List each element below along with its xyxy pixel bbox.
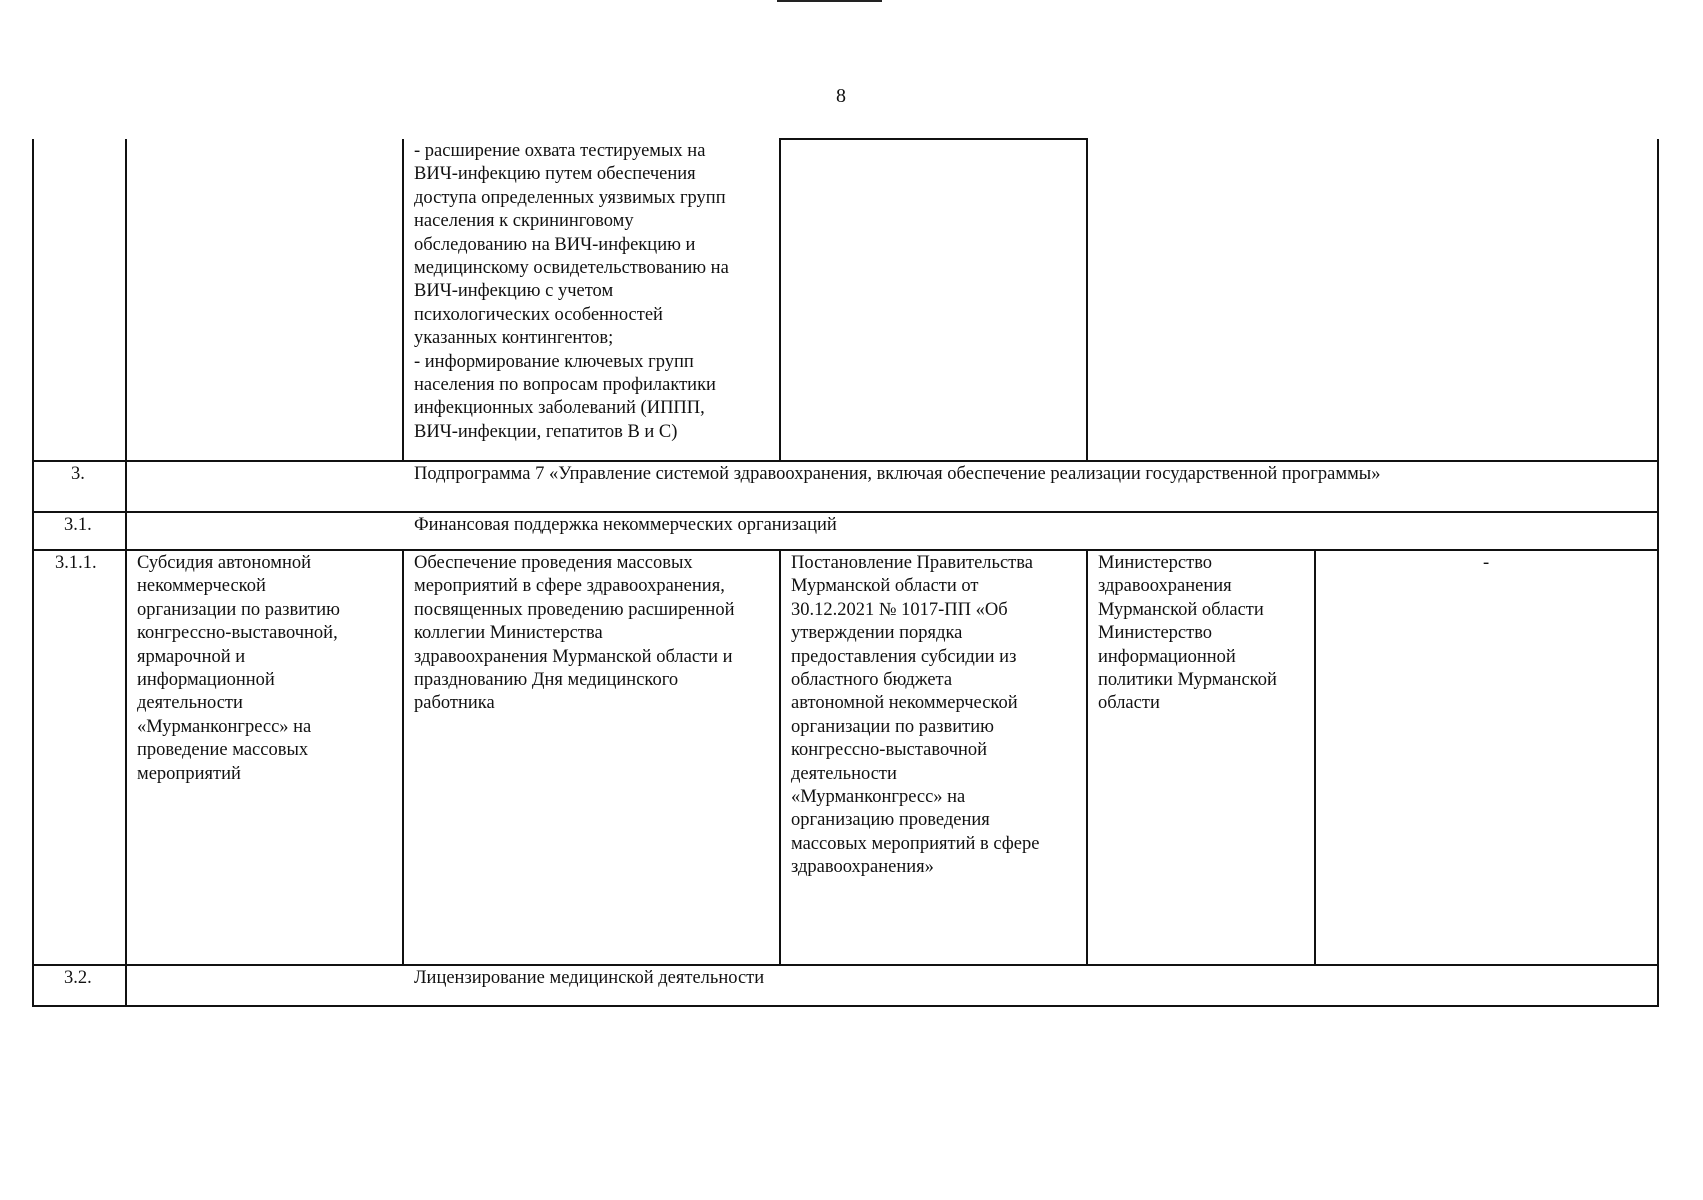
text-line: деятельности — [137, 693, 243, 714]
text-line: празднованию Дня медицинского — [414, 670, 679, 691]
text-line: Министерство — [1098, 623, 1213, 644]
table-col-divider-act — [1086, 139, 1088, 461]
text-line: конгрессно-выставочной, — [137, 623, 338, 644]
text-line: коллегии Министерства — [414, 623, 603, 644]
row-border — [32, 964, 1659, 966]
text-line: психологических особенностей — [414, 304, 663, 325]
text-line: ВИЧ-инфекцию с учетом — [414, 281, 614, 302]
text-line: информационной — [137, 670, 275, 691]
text-line: здравоохранения — [1098, 576, 1232, 597]
text-line: Постановление Правительства — [791, 553, 1033, 573]
table-col-divider-number — [125, 139, 127, 1007]
text-line: Мурманской области от — [791, 576, 979, 597]
section-title: Лицензирование медицинской деятельности — [414, 968, 765, 988]
act-cell-top-border — [779, 138, 1088, 140]
item-purpose — [414, 552, 734, 716]
text-line: деятельности — [791, 763, 897, 784]
text-line: мероприятий — [137, 763, 241, 784]
text-line: массовых мероприятий в сфере — [791, 833, 1040, 854]
text-line: доступа определенных уязвимых групп — [414, 187, 726, 208]
text-line: информационной — [1098, 646, 1236, 667]
text-line: работника — [414, 693, 495, 714]
text-line: Субсидия автономной — [137, 553, 311, 573]
text-line: предоставления субсидии из — [791, 646, 1017, 667]
text-line: инфекционных заболеваний (ИППП, — [414, 398, 705, 419]
text-line: конгрессно-выставочной — [791, 740, 988, 761]
text-line: организации по развитию — [791, 716, 994, 737]
item-note: - — [1483, 553, 1490, 573]
text-line: областного бюджета — [791, 670, 953, 691]
text-line: указанных контингентов; — [414, 328, 614, 349]
text-line: автономной некоммерческой — [791, 693, 1018, 714]
item-legal-act — [791, 552, 1039, 880]
table-border-right — [1657, 139, 1659, 1007]
text-line: организацию проведения — [791, 810, 990, 831]
text-line: утверждении порядка — [791, 623, 963, 644]
text-line: - расширение охвата тестируемых на — [414, 141, 706, 161]
text-line: области — [1098, 693, 1160, 714]
table-col-divider-purpose — [779, 550, 781, 965]
table-col-divider-purpose — [779, 139, 781, 461]
table-border-bottom — [32, 1005, 1659, 1007]
item-executor — [1098, 552, 1277, 716]
text-line: Мурманской области — [1098, 599, 1264, 620]
text-line: некоммерческой — [137, 576, 266, 597]
text-line: - информирование ключевых групп — [414, 351, 694, 372]
table-col-divider-act — [1086, 550, 1088, 965]
text-line: населения к скрининговому — [414, 211, 634, 232]
text-line: медицинскому освидетельствованию на — [414, 258, 729, 279]
text-line: ярмарочной и — [137, 646, 246, 667]
text-line: населения по вопросам профилактики — [414, 375, 716, 396]
row-number: 3. — [71, 464, 85, 484]
top-scan-mark — [777, 0, 882, 2]
text-line: посвященных проведению расширенной — [414, 599, 735, 620]
text-line: ВИЧ-инфекцию путем обеспечения — [414, 164, 696, 185]
page-number: 8 — [836, 85, 846, 107]
row-border — [32, 460, 1659, 462]
text-line: организации по развитию — [137, 599, 340, 620]
table-col-divider-executor — [1314, 550, 1316, 965]
table-col-divider-name — [402, 550, 404, 965]
text-line: ВИЧ-инфекции, гепатитов В и С) — [414, 421, 678, 442]
text-line: Министерство — [1098, 553, 1213, 573]
text-line: мероприятий в сфере здравоохранения, — [414, 576, 725, 597]
measures-text — [414, 140, 729, 444]
text-line: 30.12.2021 № 1017-ПП «Об — [791, 599, 1008, 620]
section-title: Финансовая поддержка некоммерческих организаций — [414, 515, 837, 535]
row-border — [32, 511, 1659, 513]
row-border — [32, 549, 1659, 551]
table-border-left — [32, 139, 34, 1007]
text-line: «Мурманконгресс» на — [137, 716, 312, 737]
text-line: здравоохранения Мурманской области и — [414, 646, 733, 667]
text-line: обследованию на ВИЧ-инфекцию и — [414, 234, 696, 255]
item-name — [137, 552, 340, 786]
row-number: 3.1. — [64, 515, 92, 535]
section-title: Подпрограмма 7 «Управление системой здравоохранения, включая обеспечение реализации государственной программы» — [414, 464, 1381, 484]
text-line: проведение массовых — [137, 740, 309, 761]
text-line: политики Мурманской — [1098, 670, 1277, 691]
text-line: «Мурманконгресс» на — [791, 787, 966, 808]
text-line: здравоохранения» — [791, 857, 934, 878]
text-line: Обеспечение проведения массовых — [414, 553, 693, 573]
row-number: 3.2. — [64, 968, 92, 988]
row-number: 3.1.1. — [55, 553, 97, 573]
table-col-divider-name — [402, 139, 404, 461]
